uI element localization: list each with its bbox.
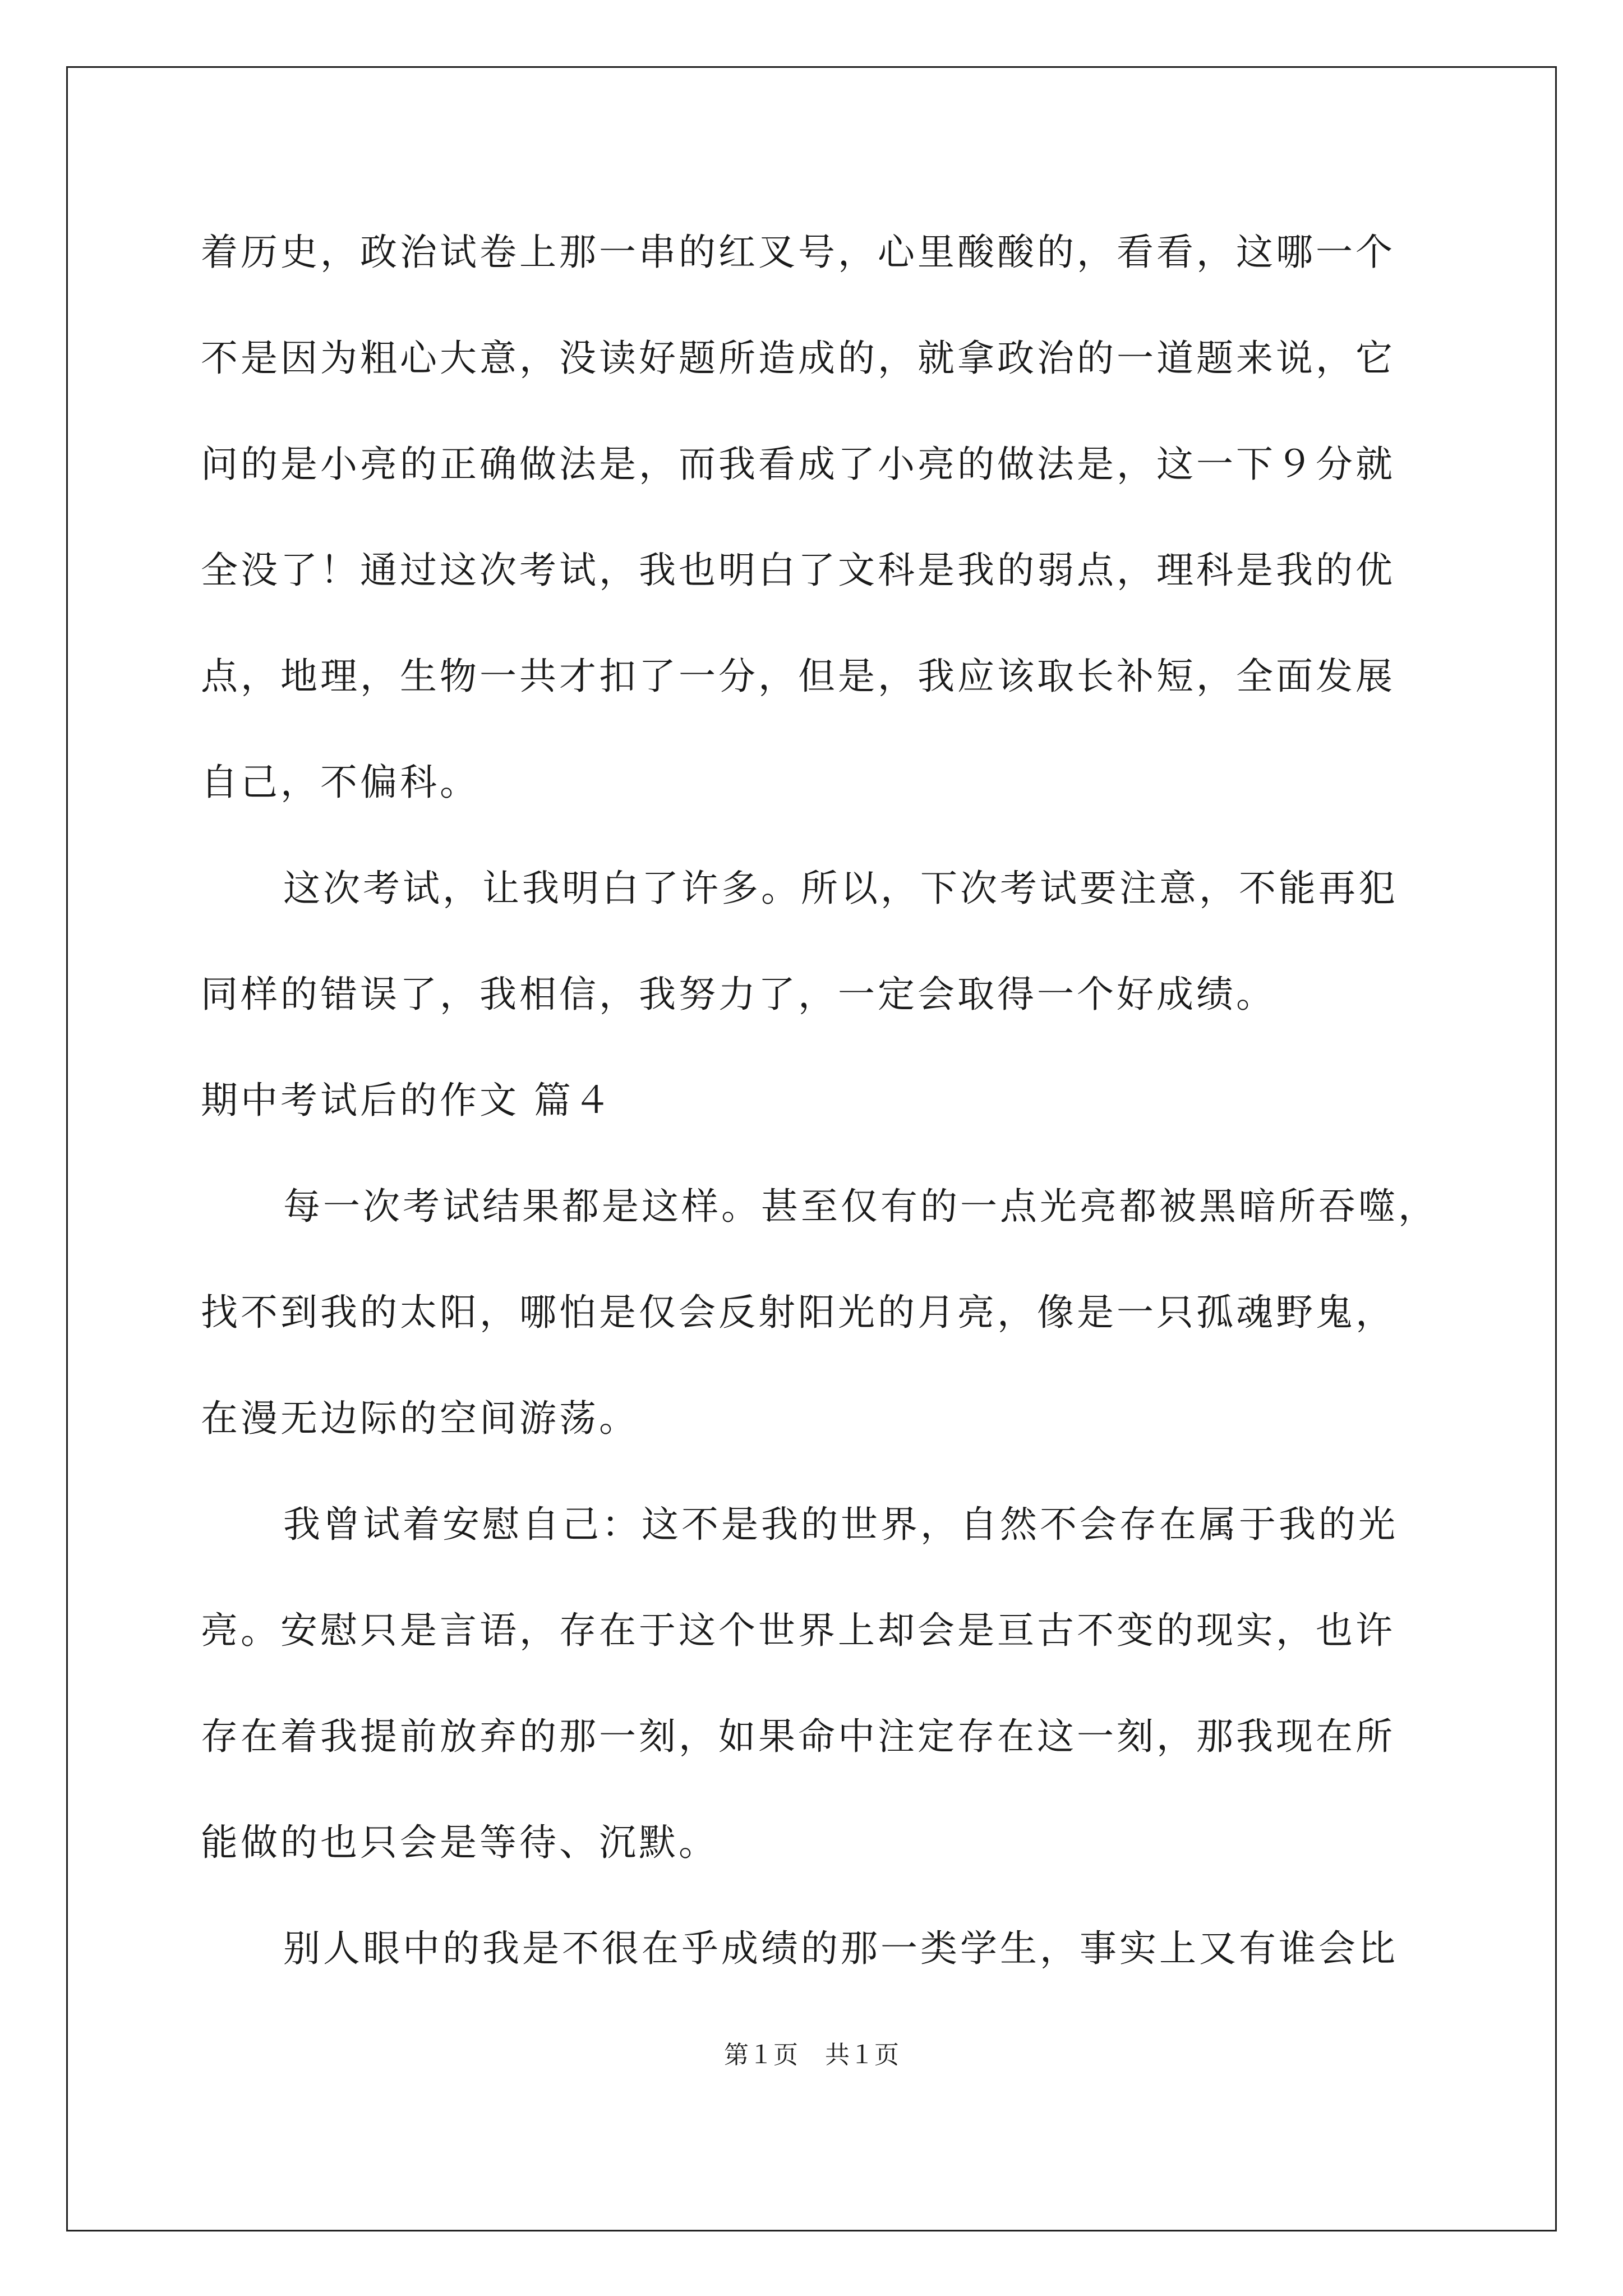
- text-line: 全没了！通过这次考试，我也明白了文科是我的弱点，理科是我的优: [201, 549, 1395, 592]
- text-line: 我曾试着安慰自己：这不是我的世界，自然不会存在属于我的光: [283, 1503, 1398, 1546]
- text-line: 这次考试，让我明白了许多。所以，下次考试要注意，不能再犯: [283, 867, 1398, 910]
- page-number: 第１页: [724, 2041, 798, 2069]
- page-total: 共１页: [825, 2041, 899, 2069]
- text-line: 别人眼中的我是不很在乎成绩的那一类学生，事实上又有谁会比: [283, 1927, 1398, 1970]
- text-line: 亮。安慰只是言语，存在于这个世界上却会是亘古不变的现实，也许: [201, 1609, 1395, 1652]
- text-line: 找不到我的太阳，哪怕是仅会反射阳光的月亮，像是一只孤魂野鬼，: [201, 1291, 1395, 1334]
- text-line: 每一次考试结果都是这样。甚至仅有的一点光亮都被黑暗所吞噬，: [283, 1185, 1438, 1228]
- text-line: 着历史，政治试卷上那一串的红叉号，心里酸酸的，看看，这哪一个: [201, 231, 1395, 274]
- section-heading: 期中考试后的作文 篇４: [201, 1079, 614, 1122]
- page-frame: [66, 66, 1557, 2231]
- text-line: 在漫无边际的空间游荡。: [201, 1397, 639, 1440]
- text-line: 点，地理，生物一共才扣了一分，但是，我应该取长补短，全面发展: [201, 655, 1395, 698]
- text-line: 存在着我提前放弃的那一刻，如果命中注定存在这一刻，那我现在所: [201, 1715, 1395, 1758]
- text-line: 自己，不偏科。: [201, 761, 479, 804]
- page-footer: [0, 2040, 1623, 2071]
- text-line: 不是因为粗心大意，没读好题所造成的，就拿政治的一道题来说，它: [201, 337, 1395, 380]
- text-line: 能做的也只会是等待、沉默。: [201, 1821, 718, 1864]
- text-line: 同样的错误了，我相信，我努力了，一定会取得一个好成绩。: [201, 973, 1276, 1016]
- text-line: 问的是小亮的正确做法是，而我看成了小亮的做法是，这一下９分就: [201, 443, 1395, 486]
